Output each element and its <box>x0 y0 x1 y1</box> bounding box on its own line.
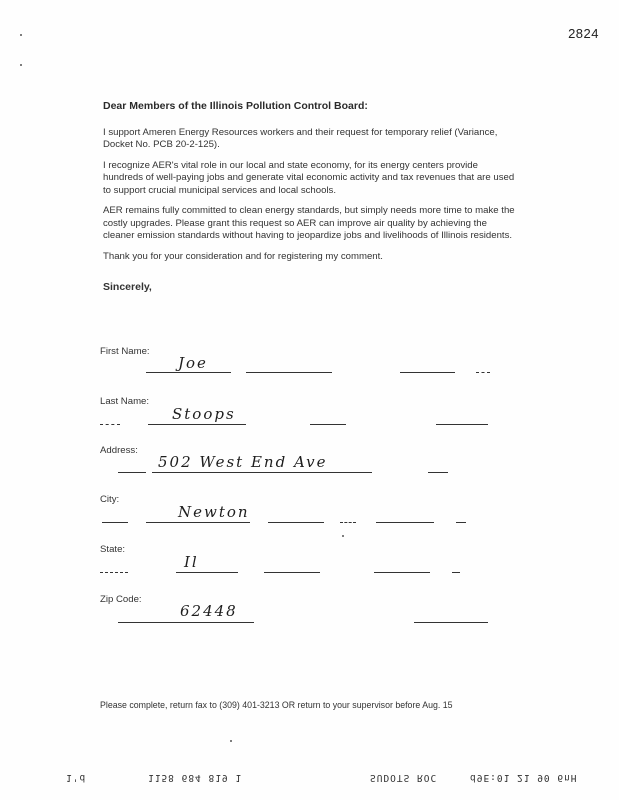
blank-line <box>374 572 430 573</box>
scan-speck <box>20 64 22 66</box>
letter-body <box>103 100 518 294</box>
last-name-value[interactable]: Stoops <box>172 405 236 423</box>
blank-line <box>414 622 488 623</box>
fax-timestamp: d9E:01 21 90 6nH <box>470 772 578 783</box>
first-name-value[interactable]: Joe <box>178 354 208 372</box>
blank-line <box>268 522 324 523</box>
fax-sender: SUDOTS ROC <box>370 772 438 783</box>
blank-line <box>376 522 434 523</box>
last-name-label: Last Name: <box>100 396 150 407</box>
blank-line <box>100 572 128 573</box>
state-line <box>176 572 238 573</box>
blank-line <box>456 522 466 523</box>
city-label: City: <box>100 494 120 505</box>
last-name-line <box>148 424 246 425</box>
state-value[interactable]: Il <box>184 553 199 571</box>
blank-line <box>428 472 448 473</box>
blank-line <box>100 424 120 425</box>
blank-line <box>476 372 490 373</box>
state-label: State: <box>100 544 126 555</box>
zip-label: Zip Code: <box>100 594 142 605</box>
city-line <box>146 522 250 523</box>
letter-paragraph: I support Ameren Energy Resources workers and their request for temporary relief (Variance, Docket No. PCB 20-2-125). <box>103 126 498 150</box>
city-value[interactable]: Newton <box>178 503 250 521</box>
fax-page-code: 1'd <box>66 772 87 783</box>
address-label: Address: <box>100 445 138 456</box>
letter-paragraph: AER remains fully committed to clean energy standards, but simply needs more time to make the costly upgrades. Please grant this request so AER can improve air quality by achieving the cleaner emission standards without having to jeopardize jobs and livelihoods of Illinois residents. <box>103 205 515 241</box>
blank-line <box>264 572 320 573</box>
scan-speck <box>230 740 232 742</box>
address-line <box>152 472 372 473</box>
scan-speck <box>342 535 344 537</box>
blank-line <box>400 372 455 373</box>
address-value[interactable]: 502 West End Ave <box>158 453 328 471</box>
letter-paragraph: Thank you for your consideration and for registering my comment. <box>103 250 383 262</box>
first-name-line <box>146 372 231 373</box>
blank-line <box>452 572 460 573</box>
blank-line <box>118 472 146 473</box>
page-number: 2824 <box>568 26 599 41</box>
blank-line <box>246 372 332 373</box>
zip-value[interactable]: 62448 <box>180 602 238 620</box>
blank-line <box>310 424 346 425</box>
closing: Sincerely, <box>103 281 152 293</box>
blank-line <box>436 424 488 425</box>
first-name-label: First Name: <box>100 346 150 357</box>
blank-line <box>102 522 128 523</box>
letter-paragraph: I recognize AER's vital role in our local and state economy, for its energy centers provide hundreds of well-paying jobs and generate vital economic activity and tax revenues that are used to support crucial municipal services and local schools. <box>103 159 515 196</box>
return-instructions: Please complete, return fax to (309) 401-3213 OR return to your supervisor before Aug. 15 <box>100 700 453 710</box>
blank-line <box>340 522 356 523</box>
zip-line <box>118 622 254 623</box>
fax-number: 1158 684 819 1 <box>148 772 243 783</box>
salutation: Dear Members of the Illinois Pollution Control Board: <box>103 100 368 112</box>
scan-speck <box>20 34 22 36</box>
